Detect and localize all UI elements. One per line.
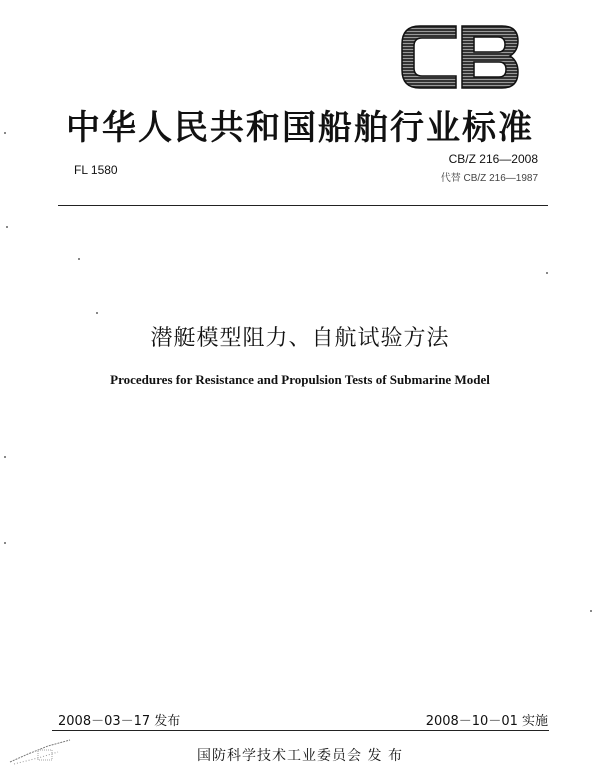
document-title-cn: 潜艇模型阻力、自航试验方法 [150,326,450,351]
logo-letter-c [402,26,456,88]
scan-speck [78,258,80,260]
standard-title: 中华人民共和国船舶行业标准 [66,108,534,148]
footer-divider [52,730,549,731]
scan-speck [96,312,98,314]
classification-code: FL 1580 [74,163,118,177]
scan-speck [590,610,592,612]
issue-date: 2008－03－17 发布 [58,714,181,729]
replaces-standard: 代替 CB/Z 216—1987 [440,173,538,184]
scan-artifact-mark [8,736,78,766]
standard-number: CB/Z 216—2008 [448,152,538,166]
implementation-date: 2008－10－01 实施 [425,714,548,729]
header-divider [58,205,548,206]
scan-speck [4,132,6,134]
scan-speck [6,226,8,228]
scan-speck [4,542,6,544]
logo-letter-b [462,26,518,88]
document-title-en: Procedures for Resistance and Propulsion Tests of Submarine Model [110,372,490,387]
issuer: 国防科学技术工业委员会 发 布 [197,748,403,764]
cb-logo [398,22,522,92]
scan-speck [4,456,6,458]
scan-speck [546,272,548,274]
